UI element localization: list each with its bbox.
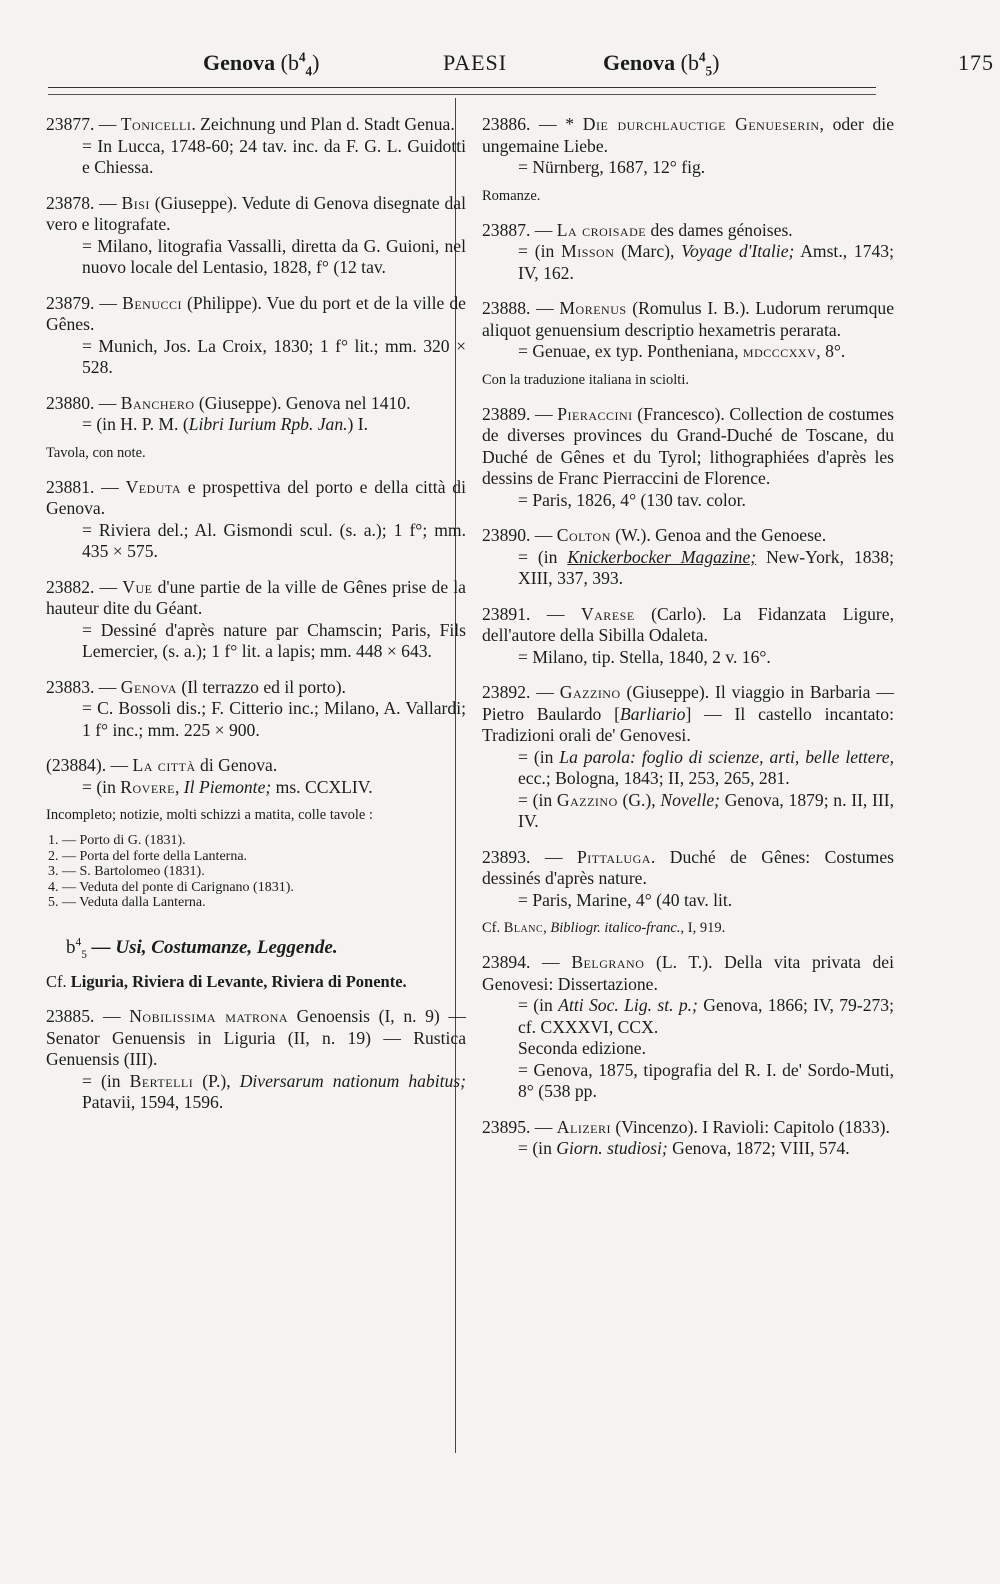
header-left-title: Genova $(b^4_4)$ <box>203 49 320 79</box>
entry-23881: 23881. — Veduta e prospettiva del porto e della città di Genova. = Riviera del.; Al. Gismondi scul. (s. a.); 1 f°; mm. 435 × 575. <box>46 476 466 561</box>
entry-23891: 23891. — Varese (Carlo). La Fidanzata Ligure, dell'autore della Sibilla Odaleta. = Milano, tip. Stella, 1840, 2 v. 16°. <box>482 603 894 667</box>
header-rule-bottom <box>48 94 876 95</box>
entry-23885: 23885. — Nobilissima matrona Genoensis (I, n. 9) — Senator Genuensis in Liguria (II, n. 19) — Rustica Genuensis (III). = (in Bertelli (P.), Diversarum nationum habitus; Patavii, 1594, 1596. <box>46 1006 466 1112</box>
header-right-title: Genova $(b^4_5)$ <box>603 49 720 79</box>
entry-23882: 23882. — Vue d'une partie de la ville de Gênes prise de la hauteur dite du Géant. = Dessiné d'après nature par Chamscin; Paris, Fils Lemercier, (s. a.); 1 f° lit. a lapis; mm. 448 × 643. <box>46 576 466 661</box>
list-item: 4. — Veduta del ponte di Carignano (1831). <box>48 879 294 895</box>
entry-23892: 23892. — Gazzino (Giuseppe). Il viaggio in Barbaria — Pietro Baulardo [Barliario] — Il castello incantato: Tradizioni orali de' Genovesi. = (in La parola: foglio di scienze, arti, belle lettere, ecc.; Bologna, 1843; II, 253, 265, 281. = (in Gazzino (G.), Novelle; Genova, 1879; n. II, III, IV. <box>482 682 895 831</box>
entry-23888: 23888. — Morenus (Romulus I. B.). Ludorum rerumque aliquot genuensium descriptio hexametris perarata. = Genuae, ex typ. Pontheniana, mdcccxxv, 8°. <box>482 298 894 361</box>
entry-23886-note: Romanze. <box>482 187 541 204</box>
section-heading: $b^4_5$ — Usi, Costumanze, Leggende. <box>66 936 338 961</box>
list-item: 1. — Porto di G. (1831). <box>48 833 186 848</box>
list-item: 5. — Veduta dalla Lanterna. <box>48 895 206 910</box>
entry-23893-note: Cf. Blanc, Bibliogr. italico-franc., I, 919. <box>482 920 726 936</box>
entry-23878: 23878. — Bisi (Giuseppe). Vedute di Genova disegnate dal vero e litografate. = Milano, litografia Vassalli, diretta da G. Guioni, nel nuovo locale del Lentasio, 1828, f° (12 tav. <box>46 192 467 277</box>
entry-23886: 23886. — * Die durchlauctige Genueserin, oder die ungemaine Liebe. = Nürnberg, 1687, 12° fig. <box>482 114 895 177</box>
list-item: 2. — Porta del forte della Lanterna. <box>48 848 248 864</box>
entry-23884: (23884). — La città di Genova. = (in Rovere, Il Piemonte; ms. CCXLIV. <box>46 755 373 797</box>
entry-23888-note: Con la traduzione italiana in sciolti. <box>482 371 689 388</box>
entry-23889: 23889. — Pieraccini (Francesco). Collection de costumes de diverses provinces du Grand-Duché de Toscane, du Duché de Gênes et du Tyrol; lithographiées d'après les dessins de Franc Pierraccini de Florence. = Paris, 1826, 4° (130 tav. color. <box>482 403 894 510</box>
header-center-title: PAESI <box>443 50 508 75</box>
entry-23883: 23883. — Genova (Il terrazzo ed il porto). = C. Bossoli dis.; F. Citterio inc.; Milano, A. Vallardi; 1 f° inc.; mm. 225 × 900. <box>46 676 466 740</box>
entry-23877: 23877. — Tonicelli. Zeichnung und Plan d. Stadt Genua. = In Lucca, 1748-60; 24 tav. inc. da F. G. L. Guidotti e Chiessa. <box>46 114 466 177</box>
right-column <box>482 114 894 1174</box>
entry-23894: 23894. — Belgrano (L. T.). Della vita privata dei Genovesi: Dissertazione. = (in Atti Soc. Lig. st. p.; Genova, 1866; IV, 79-273; cf. CXXXVI, CCX. Seconda edizione. = Genova, 1875, tipografia del R. I. de' Sordo-Muti, 8° (538 pp. <box>482 952 894 1101</box>
entry-23879: 23879. — Benucci (Philippe). Vue du port et de la ville de Gênes. = Munich, Jos. La Croix, 1830; 1 f° lit.; mm. 320 × 528. <box>46 292 466 377</box>
entry-23887: 23887. — La croisade des dames génoises. = (in Misson (Marc), Voyage d'Italie; Amst., 1743; IV, 162. <box>482 219 894 283</box>
running-header <box>48 49 994 96</box>
list-item: 3. — S. Bartolomeo (1831). <box>48 864 205 879</box>
entry-23880: 23880. — Banchero (Giuseppe). Genova nel 1410. = (in H. P. M. (Libri Iurium Rpb. Jan.) I. <box>46 392 411 434</box>
entry-23884-plates-list <box>48 833 466 911</box>
entry-23890: 23890. — Colton (W.). Genoa and the Genoese. = (in Knickerbocker Magazine; New-York, 1838; XIII, 337, 393. <box>482 525 894 588</box>
cross-reference: Cf. Liguria, Riviera di Levante, Riviera di Ponente. <box>46 972 407 991</box>
entry-23895: 23895. — Alizeri (Vincenzo). I Ravioli: Capitolo (1833). = (in Giorn. studiosi; Genova, 1872; VIII, 574. <box>482 1116 890 1158</box>
entry-23884-note: Incompleto; notizie, molti schizzi a matita, colle tavole : <box>46 807 373 823</box>
header-rule-top <box>48 87 876 88</box>
left-column <box>46 114 466 1128</box>
page-number: 175 <box>958 50 994 75</box>
entry-23893: 23893. — Pittaluga. Duché de Gênes: Costumes dessinés d'après nature. = Paris, Marine, 4° (40 tav. lit. <box>482 846 894 910</box>
entry-23880-note: Tavola, con note. <box>46 444 146 461</box>
